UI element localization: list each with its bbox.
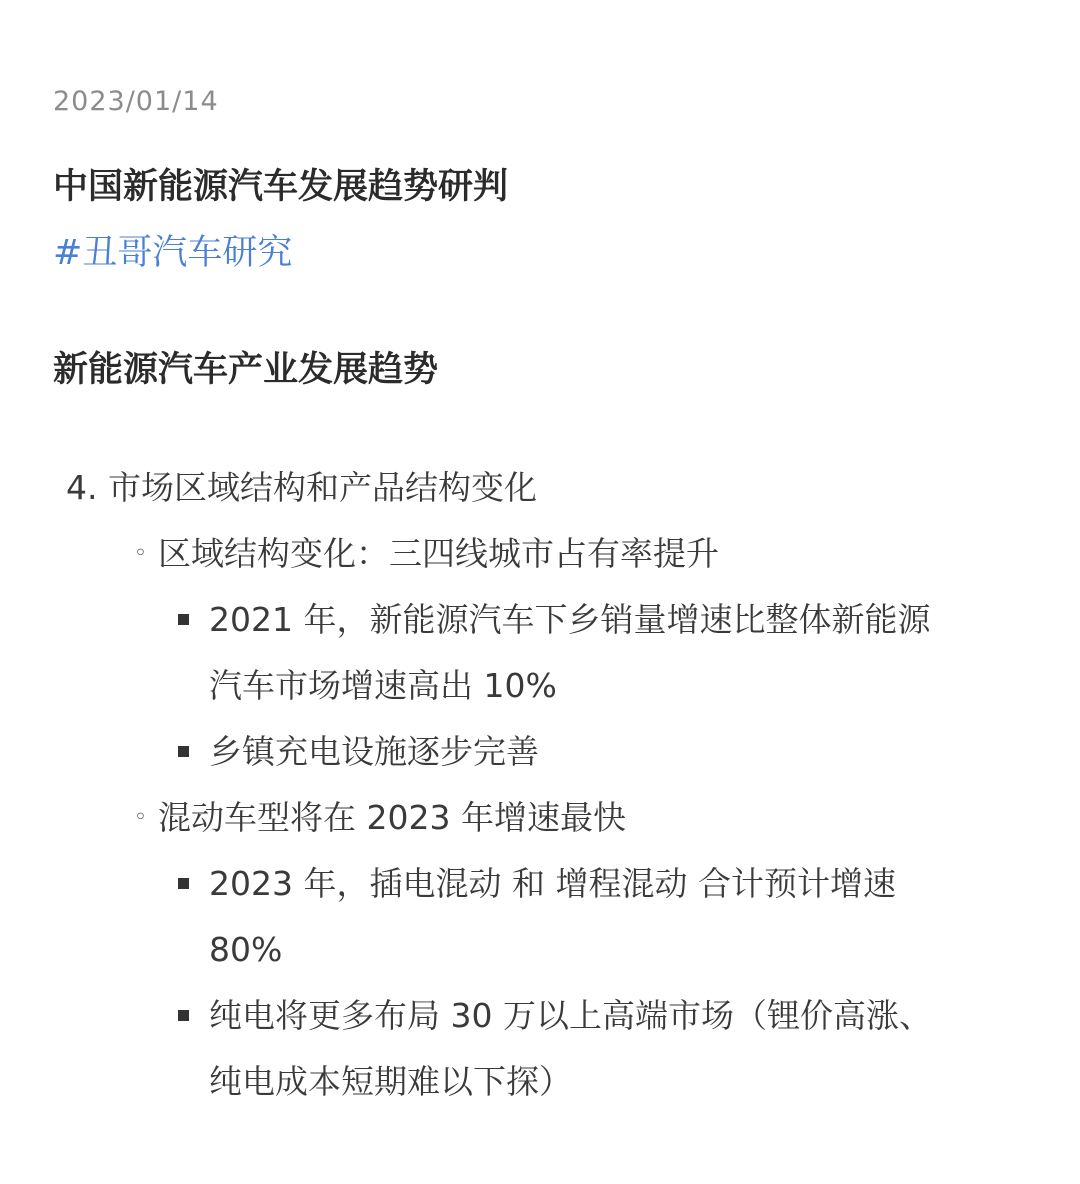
square-bullet-icon xyxy=(178,614,189,625)
hollow-bullet-icon: ◦ xyxy=(134,805,147,830)
article-title: 中国新能源汽车发展趋势研判 xyxy=(53,167,509,207)
section-heading: 新能源汽车产业发展趋势 xyxy=(53,350,439,390)
post-date: 2023/01/14 xyxy=(53,86,219,117)
square-bullet-icon xyxy=(178,746,189,757)
outline-item-4 xyxy=(66,455,1046,521)
hollow-bullet-icon: ◦ xyxy=(134,541,147,566)
sub-item-label: 混动车型将在 2023 年增速最快 xyxy=(158,798,626,837)
point-text-line: 纯电将更多布局 30 万以上高端市场（锂价高涨、 xyxy=(209,996,932,1035)
item-number: 4. xyxy=(66,468,98,507)
point-text-line: 2021 年，新能源汽车下乡销量增速比整体新能源 xyxy=(209,600,931,639)
item-label: 市场区域结构和产品结构变化 xyxy=(108,468,537,507)
hashtag-link[interactable]: #丑哥汽车研究 xyxy=(53,233,293,273)
square-bullet-icon xyxy=(178,1010,189,1021)
square-bullet-icon xyxy=(178,878,189,889)
point-text-line: 纯电成本短期难以下探） xyxy=(209,1062,572,1101)
point-text-line: 乡镇充电设施逐步完善 xyxy=(209,732,539,771)
point-text-line: 2023 年，插电混动 和 增程混动 合计预计增速 xyxy=(209,864,896,903)
point-text-line: 80% xyxy=(209,930,283,969)
point-text-line: 汽车市场增速高出 10% xyxy=(209,666,557,705)
sub-item-label: 区域结构变化：三四线城市占有率提升 xyxy=(158,534,719,573)
